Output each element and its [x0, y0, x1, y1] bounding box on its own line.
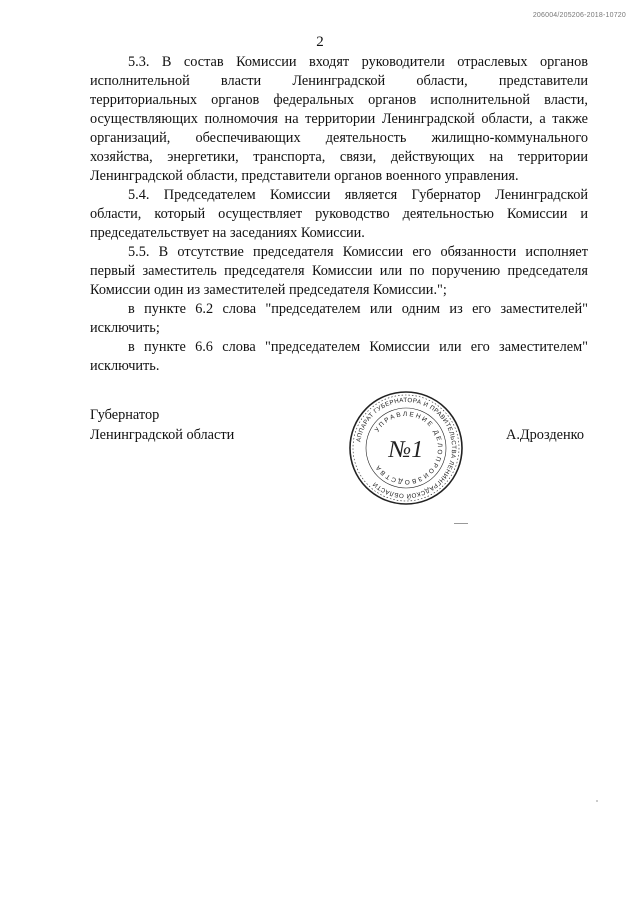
- stamp-number: №1: [388, 437, 424, 463]
- stamp-seal-graphic: [347, 389, 465, 507]
- signatory-region: Ленинградской области: [90, 427, 235, 443]
- document-body: [90, 53, 588, 376]
- signatory-position: [90, 405, 234, 445]
- paragraph-5-4: 5.4. Председателем Комиссии является Губернатор Ленинградской области, который осуществляет руководство деятельностью Комиссии и председательствует на заседаниях Комиссии.: [90, 187, 588, 241]
- stamp-outer-text: АППАРАТ ГУБЕРНАТОРА И ПРАВИТЕЛЬСТВА ЛЕНИНГРАДСКОЙ ОБЛАСТИ: [355, 396, 458, 500]
- scan-artifact-dot: [596, 800, 598, 802]
- stamp-inner-text: УПРАВЛЕНИЕ ДЕЛОПРОИЗВОДСТВА: [373, 410, 444, 486]
- signatory-title: Губернатор: [90, 407, 160, 423]
- official-stamp: [347, 389, 465, 507]
- signatory-name: А.Дрозденко: [506, 427, 584, 443]
- paragraph-5-5: 5.5. В отсутствие председателя Комиссии его обязанности исполняет первый заместитель председателя Комиссии или по поручению председателя Комиссии один из заместителей председателя Комиссии.";: [90, 244, 588, 298]
- page-number: 2: [316, 34, 324, 50]
- document-id: 206004/205206-2018-10720: [532, 12, 626, 19]
- scan-artifact-line: [454, 523, 468, 524]
- paragraph-6-6-amendment: в пункте 6.6 слова "председателем Комиссии или его заместителем" исключить.: [90, 339, 588, 374]
- paragraph-5-3: 5.3. В состав Комиссии входят руководители отраслевых органов исполнительной власти Ленинградской области, представители территориальных органов федеральных органов исполнительной власти, осуществляющих полномочия на территории Ленинградской области, а также организаций, обеспечивающих деятельность жилищно-коммунального хозяйства, энергетики, транспорта, связи, действующих на территории Ленинградской области, представители органов военного управления.: [90, 54, 588, 184]
- paragraph-6-2-amendment: в пункте 6.2 слова "председателем или одним из его заместителей" исключить;: [90, 301, 588, 336]
